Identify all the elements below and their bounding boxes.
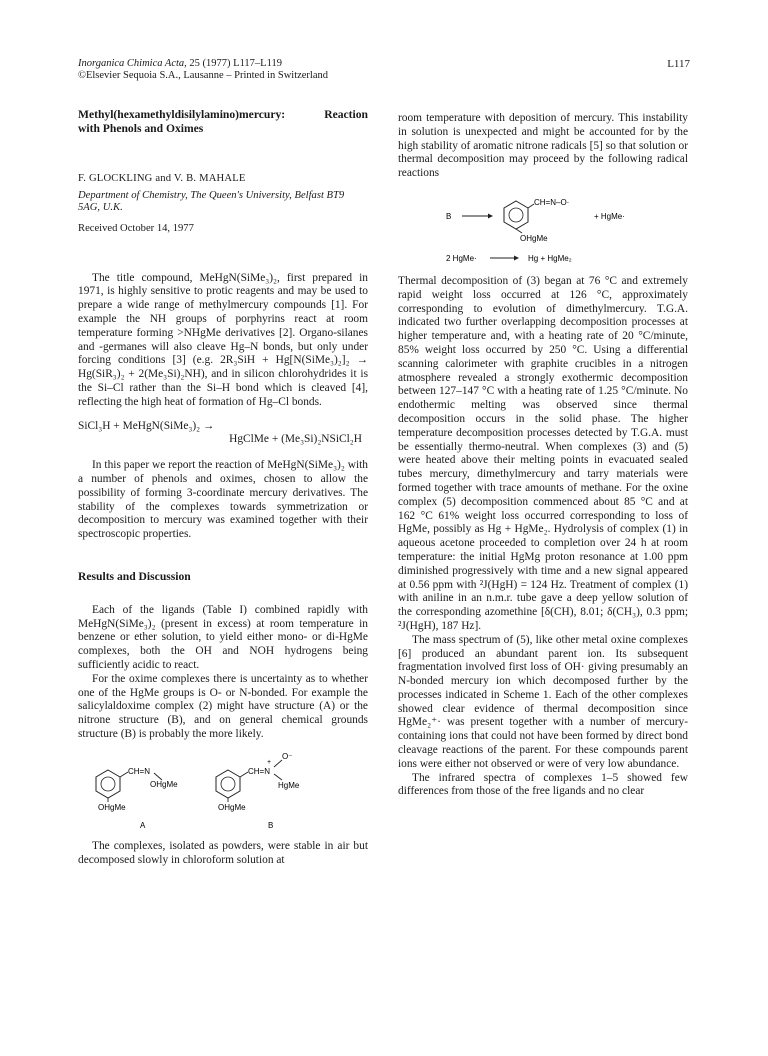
paragraph: Each of the ligands (Table I) combined rapidly with MeHgN(SiMe₃)₂ (present in excess) at room temperature in benzene or ether solution, to yield either mono- or di-HgMe complexes, both the OH and NOH hydrogens being sufficiently acidic to react. <box>78 603 368 671</box>
paragraph: Thermal decomposition of (3) began at 76 °C and extremely rapid weight loss occurred at 126 °C, approximately corresponding to evolution of dimethylmercury. T.G.A. indicated two further overlapping decomposition processes at higher temperature and, with a heating rate of 20 °C/minute, 85% weight loss occurred by 250 °C. Using a differential scanning calorimeter with graphite crucibles in a nitrogen atmosphere revealed a strongly exothermic decomposition between 127–147 °C with a heating rate of 1.25 °C/minute. No endothermic melting was observed since thermal decomposition occurs in the solid phase. The higher temperature decomposition processes detected by T.G.A. must be essentially thermo-neutral. When complexes (3) and (5) were heated above their melting points in evacuated sealed tubes mercury, dimethylmercury and tarry materials were formed together with trace amounts of methane. For the oxine complex (5) decomposition commenced about 85 °C and at 162 °C 61% weight loss occurred corresponding to loss of HgMe, possibly as Hg + HgMe₂. Hydrolysis of complex (1) in aqueous acetone proceeded to completion over 24 h at room temperature: the initial HgMg proton resonance at 1.00 ppm diminished progressively with time and a new signal appeared at 0.56 ppm with ²J(HgH) = 124 Hz. Treatment of complex (1) with aniline in an n.m.r. tube gave a deep yellow solution of the corresponding azomethine [δ(CH), 8.01; δ(CH₃), 0.3 ppm; ²J(HgH), 187 Hz]. <box>398 274 688 632</box>
struct-b-sub2: OHgMe <box>218 802 246 812</box>
page-number: L117 <box>667 58 690 70</box>
scheme-chain: CH=N–O· <box>534 197 570 207</box>
struct-a-sub2: OHgMe <box>98 802 126 812</box>
publisher-line: ©Elsevier Sequoia S.A., Lausanne – Printed in Switzerland <box>78 70 329 81</box>
running-header <box>78 58 328 82</box>
scheme-reactant: B <box>446 211 452 221</box>
journal-citation: 25 (1977) L117–L119 <box>186 58 282 69</box>
equation-line1: SiCl₃H + MeHgN(SiMe₃)₂ → <box>78 419 215 432</box>
title-line1: Methyl(hexamethyldisilylamino)mercury: <box>78 108 286 121</box>
article-title <box>78 108 368 136</box>
paragraph: In this paper we report the reaction of MeHgN(SiMe₃)₂ with a number of phenols and oximes, chosen to allow the possibility of forming 3-coordinate mercury derivatives. The stability of the complexes towards symmetrization or decomposition to mercury was examined together with their spectroscopic properties. <box>78 459 368 541</box>
struct-b-chain: CH=N <box>248 766 271 776</box>
paragraph: The complexes, isolated as powders, were stable in air but decomposed slowly in chloroform solution at <box>78 839 368 866</box>
structure-a <box>96 767 178 830</box>
radical-scheme <box>398 189 688 265</box>
equation <box>78 420 368 448</box>
scheme-line2-reactant: 2 HgMe· <box>446 253 477 263</box>
structure-b <box>216 752 300 830</box>
struct-b-oxide: O⁻ <box>282 751 293 761</box>
struct-a-sub1: OHgMe <box>150 779 178 789</box>
scheme-arrowhead-1 <box>488 213 493 218</box>
paragraph: The infrared spectra of complexes 1–5 showed few differences from those of the free ligands and no clear <box>398 771 688 798</box>
title-line2: with Phenols and Oximes <box>78 122 204 135</box>
scheme-line2-products: Hg + HgMe₂ <box>528 253 572 263</box>
title-line1-right: Reaction <box>324 108 368 121</box>
paragraph: For the oxime complexes there is uncertainty as to whether one of the HgMe groups is O- or N-bonded. For example the salicylaldoxime complex (2) might have structure (A) or the nitrone structure (B), and on general chemical grounds structure (B) is probably the more likely. <box>78 672 368 740</box>
received-date: Received October 14, 1977 <box>78 222 194 234</box>
structures-figure <box>78 748 368 832</box>
struct-b-sub1: HgMe <box>278 780 300 790</box>
right-column <box>398 112 688 799</box>
structures-svg <box>78 748 368 832</box>
affiliation: Department of Chemistry, The Queen's University, Belfast BT9 5AG, U.K. <box>78 189 345 214</box>
paragraph: The mass spectrum of (5), like other metal oxine complexes [6] produced an abundant parent ion. Its subsequent fragmentation involved first loss of OH· giving presumably an N-bonded mercury ion which decomposed further by the processes indicated in Scheme 1. Each of the other complexes showed clear evidence of thermal decomposition since HgMe₂⁺· was present together with a number of mercury-containing ions that could not have been formed by direct bond cleavage reactions of the parent. For these compounds parent ions were either not observed or were of very low abundance. <box>398 633 688 770</box>
scheme-sub: OHgMe <box>520 233 548 243</box>
section-heading: Results and Discussion <box>78 569 191 583</box>
struct-a-chain: CH=N <box>128 766 151 776</box>
struct-a-label: A <box>140 820 146 830</box>
authors: F. GLOCKLING and V. B. MAHALE <box>78 173 246 184</box>
paragraph: The title compound, MeHgN(SiMe₃)₂, first prepared in 1971, is highly sensitive to protic reagents and may be used to prepare a wide range of methylmercury compounds [1]. For example the NH groups of porphyrins react at room temperature forming >NHgMe derivatives [2]. Organo-silanes and -germanes will also cleave Hg–N bonds, but only under forcing conditions [3] (e.g. 2R₃SiH + Hg[N(SiMe₃)₂]₂ → Hg(SiR₃)₂ + 2(Me₃Si)₂NH), and in silicon chlorohydrides it is the Si–Cl rather than the Si–H bond which is cleaved [4], reflecting the high heat of formation of Hg–Cl bonds. <box>78 271 368 408</box>
scheme-arrowhead-2 <box>514 255 519 260</box>
journal-name: Inorganica Chimica Acta, <box>78 58 187 69</box>
left-column <box>78 108 368 867</box>
struct-b-label: B <box>268 820 274 830</box>
scheme-svg <box>398 189 688 265</box>
equation-line2: HgClMe + (Me₃Si)₂NSiCl₂H <box>229 433 362 446</box>
scheme-coproduct: + HgMe· <box>594 211 625 221</box>
paragraph: room temperature with deposition of mercury. This instability in solution is unexpected and might be accounted for by the high stability of aromatic nitrone radicals [5] so that solution or thermal decomposition may proceed by the following radical reactions <box>398 112 688 180</box>
struct-b-plus: + <box>267 758 272 766</box>
